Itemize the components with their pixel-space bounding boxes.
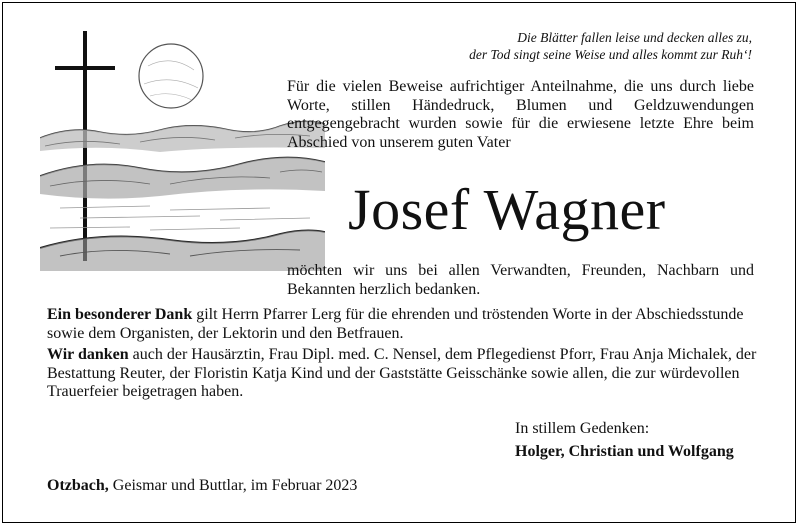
place-name: Otzbach,	[47, 477, 109, 494]
further-thanks-paragraph	[47, 346, 757, 402]
motto-poem	[469, 29, 752, 63]
mourning-line: In stillem Gedenken:	[515, 420, 650, 437]
further-thanks-text: auch der Hausärztin, Frau Dipl. med. C. Nensel, dem Pflegedienst Pforr, Frau Anja Michalek, der Bestattung Reuter, der Floristin Katja Kind und der Gaststätte Geisschänke sowie allen, die zur würdevollen Trauerfeier beigetragen haben.	[47, 346, 757, 401]
sun-shape	[139, 44, 203, 108]
motto-line-1: Die Blätter fallen leise und decken alles zu,	[517, 30, 752, 45]
mourning-block	[515, 417, 734, 463]
mourning-names: Holger, Christian und Wolfgang	[515, 443, 734, 460]
landscape-cross-illustration	[40, 26, 325, 271]
special-thanks-text: gilt Herrn Pfarrer Lerg für die ehrenden und tröstenden Worte in der Abschiedsstunde sowie dem Organisten, der Lektorin und den Betfrauen.	[47, 306, 744, 342]
further-thanks-lead: Wir danken	[47, 346, 129, 363]
place-date-text: Geismar und Buttlar, im Februar 2023	[108, 477, 358, 494]
motto-line-2: der Tod singt seine Weise und alles kommt zur Ruh‘!	[469, 47, 752, 62]
special-thanks-lead: Ein besonderer Dank	[47, 306, 193, 323]
deceased-name: Josef Wagner	[348, 177, 666, 242]
place-date	[47, 476, 357, 495]
special-thanks-paragraph	[47, 306, 757, 343]
thanks-text: möchten wir uns bei allen Verwandten, Freunden, Nachbarn und Bekannten herzlich bedanken.	[287, 262, 754, 298]
intro-text: Für die vielen Beweise aufrichtiger Anteilnahme, die uns durch liebe Worte, stillen Händedruck, Blumen und Geldzuwendungen entgegengebracht wurden sowie für die erwiesene letzte Ehre beim Abschied von unserem guten Vater	[287, 78, 754, 151]
